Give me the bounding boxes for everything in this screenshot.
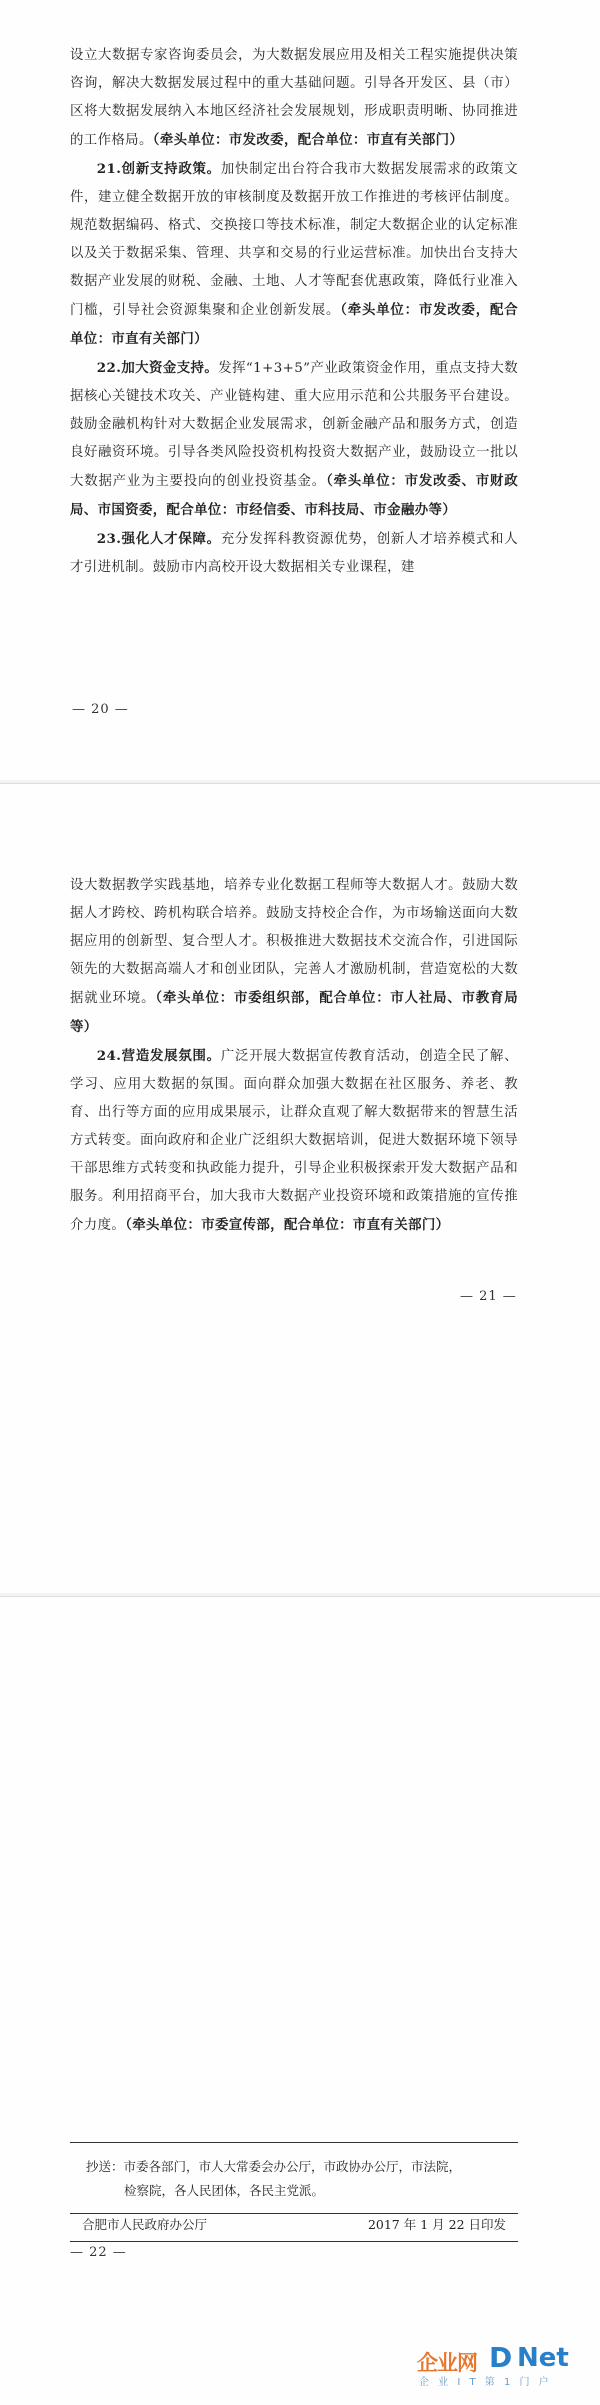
- issue-date: 2017 年 1 月 22 日印发: [367, 2217, 506, 2232]
- watermark-d-glyph: D: [489, 2341, 513, 2374]
- responsible-units: （牵头单位：市发改委，配合单位：市直有关部门）: [70, 302, 518, 347]
- paragraph: [70, 1042, 518, 1240]
- responsible-units: （牵头单位：市委宣传部，配合单位：市直有关部门）: [125, 1217, 450, 1233]
- paragraph: [70, 42, 518, 155]
- site-watermark-logo: [417, 2341, 592, 2387]
- watermark-net-text: Net: [517, 2343, 569, 2373]
- section-heading: 21.创新支持政策。: [96, 161, 221, 177]
- section-heading: 22.加大资金支持。: [96, 360, 219, 376]
- document-page-21: [0, 783, 600, 1593]
- responsible-units: （牵头单位：市发改委、市财政局、市国资委，配合单位：市经信委、市科技局、市金融办等）: [70, 473, 518, 518]
- cc-recipients: 市委各部门，市人大常委会办公厅，市政协办公厅，市法院，: [123, 2159, 462, 2174]
- section-heading: 23.强化人才保障。: [96, 531, 221, 547]
- document-page-22: [0, 1596, 600, 2405]
- issue-line: [70, 2209, 518, 2242]
- cc-label: 抄送：: [86, 2159, 124, 2174]
- watermark-cn-text: 企业网: [417, 2351, 477, 2375]
- responsible-units: （牵头单位：市发改委，配合单位：市直有关部门）: [152, 132, 464, 148]
- paragraph: [70, 155, 518, 354]
- watermark-subtitle: 企 业 I T 第 1 门 户: [419, 2377, 552, 2388]
- responsible-units: （牵头单位：市委组织部，配合单位：市人社局、市教育局等）: [70, 990, 518, 1035]
- paragraph: [70, 872, 518, 1042]
- paragraph-text: 广泛开展大数据宣传教育活动，创造全民了解、学习、应用大数据的氛围。面向群众加强大数据在社区服务、养老、教育、出行等方面的应用成果展示，让群众直观了解大数据带来的智慧生活方式转变。面向政府和企业广泛组织大数据培训，促进大数据环境下领导干部思维方式转变和执政能力提升，引导企业积极探索开发大数据产品和服务。利用招商平台，加大我市大数据产业投资环境和政策措施的宣传推介力度。: [70, 1049, 519, 1233]
- cc-distribution-box: [70, 2142, 518, 2214]
- paragraph-text: 充分发挥科教资源优势，创新人才培养模式和人才引进机制。鼓励市内高校开设大数据相关专业课程，建: [70, 532, 519, 575]
- page-number: — 20 —: [72, 702, 129, 717]
- cc-line-1: [70, 2155, 518, 2179]
- issuer: 合肥市人民政府办公厅: [82, 2217, 208, 2232]
- page-body: [70, 42, 518, 582]
- page-number: — 22 —: [70, 2245, 127, 2260]
- paragraph-text: 发挥“1+3+5”产业政策资金作用，重点支持大数据核心关键技术攻关、产业链构建、重大应用示范和公共服务平台建设。鼓励金融机构针对大数据企业发展需求，创新金融产品和服务方式，创造良好融资环境。引导各类风险投资机构投资大数据产业，鼓励设立一批以大数据产业为主要投向的创业投资基金。: [70, 361, 519, 489]
- page-number: — 21 —: [460, 1289, 517, 1304]
- paragraph: [70, 525, 518, 582]
- paragraph: [70, 354, 518, 525]
- document-page-20: [0, 0, 600, 780]
- section-heading: 24.营造发展氛围。: [96, 1048, 221, 1064]
- paragraph-text: 加快制定出台符合我市大数据发展需求的政策文件，建立健全数据开放的审核制度及数据开放工作推进的考核评估制度。规范数据编码、格式、交换接口等技术标准，制定大数据企业的认定标准以及关于数据采集、管理、共享和交易的行业运营标准。加快出台支持大数据产业发展的财税、金融、土地、人才等配套优惠政策，降低行业准入门槛，引导社会资源集聚和企业创新发展。: [70, 162, 519, 318]
- paragraph-text: 设立大数据专家咨询委员会，为大数据发展应用及相关工程实施提供决策咨询，解决大数据发展过程中的重大基础问题。引导各开发区、县（市）区将大数据发展纳入本地区经济社会发展规划，形成职责明晰、协同推进的工作格局。: [70, 48, 518, 148]
- cc-line-2: 检察院，各人民团体，各民主党派。: [124, 2183, 325, 2198]
- paragraph-text: 设大数据教学实践基地，培养专业化数据工程师等大数据人才。鼓励大数据人才跨校、跨机构联合培养。鼓励支持校企合作，为市场输送面向大数据应用的创新型、复合型人才。积极推进大数据技术交流合作，引进国际领先的大数据高端人才和创业团队，完善人才激励机制，营造宽松的大数据就业环境。: [70, 878, 518, 1006]
- page-body: [70, 872, 518, 1240]
